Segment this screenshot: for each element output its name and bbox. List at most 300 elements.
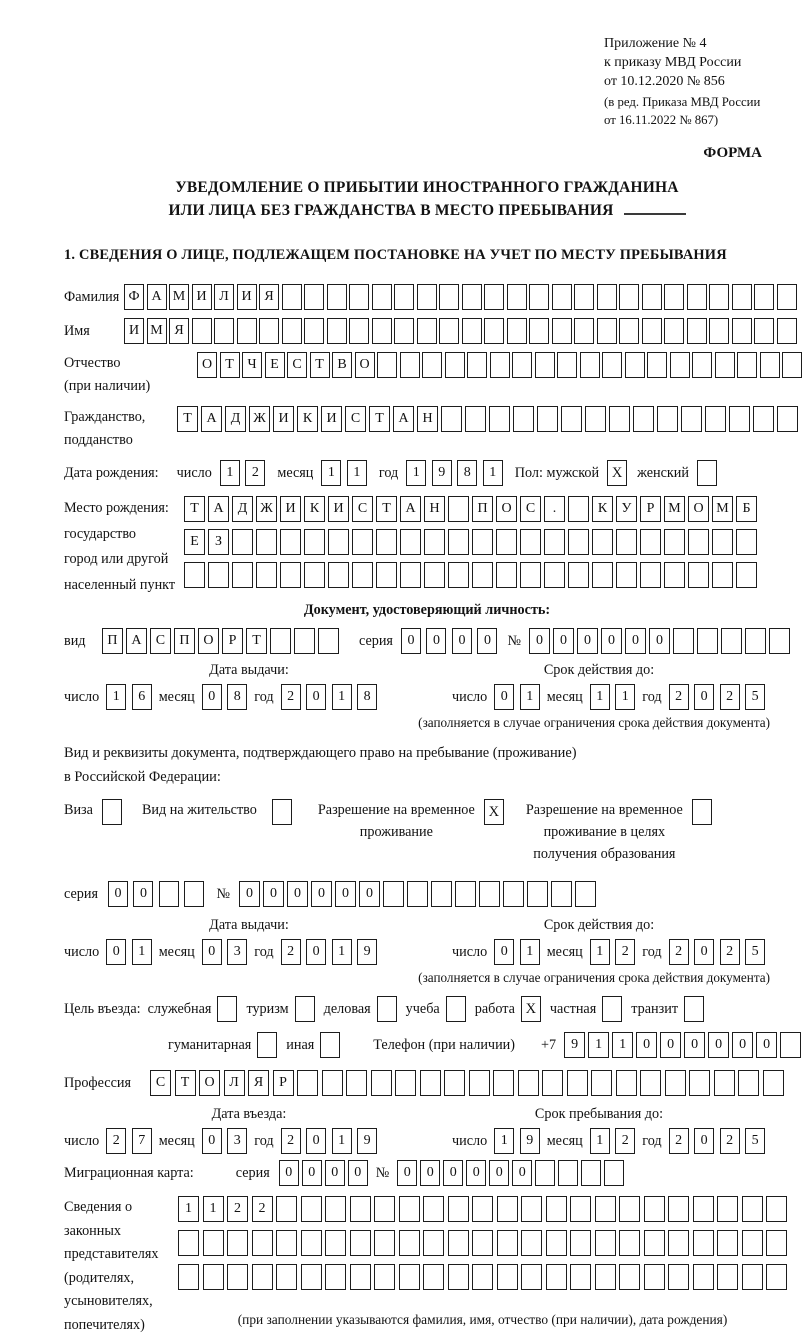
char-cell[interactable] (552, 318, 572, 344)
char-cell[interactable] (712, 529, 733, 555)
char-cell[interactable]: 0 (106, 939, 126, 965)
char-cell[interactable] (377, 352, 397, 378)
char-cell[interactable] (448, 1230, 469, 1256)
char-cell[interactable]: С (150, 1070, 171, 1096)
char-cell[interactable] (520, 529, 541, 555)
char-cell[interactable] (270, 628, 291, 654)
char-cell[interactable]: 0 (263, 881, 284, 907)
char-cell[interactable] (732, 318, 752, 344)
char-cell[interactable] (301, 1230, 322, 1256)
char-cell[interactable]: 0 (489, 1160, 509, 1186)
char-cell[interactable] (568, 529, 589, 555)
char-cell[interactable] (325, 1264, 346, 1290)
char-cell[interactable]: О (355, 352, 375, 378)
char-cell[interactable]: 2 (281, 939, 301, 965)
purpose-business-checkbox[interactable] (377, 996, 397, 1022)
char-cell[interactable] (350, 1230, 371, 1256)
residence-permit-checkbox[interactable] (272, 799, 292, 825)
char-cell[interactable]: Л (214, 284, 234, 310)
char-cell[interactable] (604, 1160, 624, 1186)
char-cell[interactable]: И (273, 406, 294, 432)
char-cell[interactable] (467, 352, 487, 378)
char-cell[interactable]: 0 (426, 628, 446, 654)
char-cell[interactable]: 0 (401, 628, 421, 654)
char-cell[interactable]: Ф (124, 284, 144, 310)
char-cell[interactable]: С (150, 628, 171, 654)
char-cell[interactable] (422, 352, 442, 378)
visa-checkbox[interactable] (102, 799, 122, 825)
char-cell[interactable]: 9 (357, 939, 377, 965)
char-cell[interactable] (276, 1230, 297, 1256)
char-cell[interactable]: И (192, 284, 212, 310)
char-cell[interactable] (616, 1070, 637, 1096)
char-cell[interactable] (350, 1196, 371, 1222)
char-cell[interactable]: О (496, 496, 517, 522)
char-cell[interactable] (664, 562, 685, 588)
char-cell[interactable]: Я (259, 284, 279, 310)
char-cell[interactable]: И (237, 284, 257, 310)
char-cell[interactable] (717, 1264, 738, 1290)
char-cell[interactable]: С (287, 352, 307, 378)
char-cell[interactable]: К (304, 496, 325, 522)
char-cell[interactable]: Л (224, 1070, 245, 1096)
char-cell[interactable] (721, 628, 742, 654)
char-cell[interactable] (557, 352, 577, 378)
char-cell[interactable] (472, 1230, 493, 1256)
char-cell[interactable]: 0 (306, 939, 326, 965)
char-cell[interactable]: И (321, 406, 342, 432)
char-cell[interactable] (574, 318, 594, 344)
char-cell[interactable] (472, 1264, 493, 1290)
char-cell[interactable] (484, 284, 504, 310)
char-cell[interactable]: Т (310, 352, 330, 378)
char-cell[interactable]: 2 (615, 1128, 635, 1154)
char-cell[interactable] (484, 318, 504, 344)
char-cell[interactable]: 0 (348, 1160, 368, 1186)
char-cell[interactable]: 0 (302, 1160, 322, 1186)
char-cell[interactable] (328, 562, 349, 588)
char-cell[interactable]: 3 (227, 1128, 247, 1154)
char-cell[interactable] (633, 406, 654, 432)
char-cell[interactable] (420, 1070, 441, 1096)
char-cell[interactable]: Т (220, 352, 240, 378)
char-cell[interactable] (736, 562, 757, 588)
char-cell[interactable] (346, 1070, 367, 1096)
char-cell[interactable]: Ж (256, 496, 277, 522)
char-cell[interactable] (259, 318, 279, 344)
char-cell[interactable]: 1 (520, 684, 540, 710)
char-cell[interactable] (640, 1070, 661, 1096)
char-cell[interactable] (448, 1196, 469, 1222)
char-cell[interactable] (595, 1196, 616, 1222)
char-cell[interactable] (282, 318, 302, 344)
char-cell[interactable] (527, 881, 548, 907)
char-cell[interactable] (399, 1196, 420, 1222)
char-cell[interactable]: Т (369, 406, 390, 432)
char-cell[interactable]: 0 (649, 628, 670, 654)
sex-male-checkbox[interactable]: X (607, 460, 627, 486)
char-cell[interactable]: 0 (287, 881, 308, 907)
char-cell[interactable] (496, 529, 517, 555)
char-cell[interactable] (644, 1196, 665, 1222)
char-cell[interactable] (394, 318, 414, 344)
char-cell[interactable]: 5 (745, 684, 765, 710)
char-cell[interactable] (455, 881, 476, 907)
char-cell[interactable] (192, 318, 212, 344)
char-cell[interactable]: 9 (564, 1032, 585, 1058)
char-cell[interactable] (738, 1070, 759, 1096)
char-cell[interactable] (184, 562, 205, 588)
char-cell[interactable] (592, 562, 613, 588)
char-cell[interactable]: З (208, 529, 229, 555)
char-cell[interactable]: С (520, 496, 541, 522)
char-cell[interactable] (782, 352, 802, 378)
char-cell[interactable]: 1 (612, 1032, 633, 1058)
char-cell[interactable]: Р (640, 496, 661, 522)
char-cell[interactable] (518, 1070, 539, 1096)
char-cell[interactable] (374, 1230, 395, 1256)
char-cell[interactable]: М (147, 318, 167, 344)
char-cell[interactable] (374, 1264, 395, 1290)
char-cell[interactable] (469, 1070, 490, 1096)
char-cell[interactable] (512, 352, 532, 378)
char-cell[interactable]: 0 (732, 1032, 753, 1058)
char-cell[interactable] (497, 1196, 518, 1222)
char-cell[interactable] (301, 1264, 322, 1290)
char-cell[interactable] (529, 284, 549, 310)
char-cell[interactable] (276, 1196, 297, 1222)
char-cell[interactable] (424, 529, 445, 555)
char-cell[interactable] (252, 1230, 273, 1256)
char-cell[interactable]: 1 (494, 1128, 514, 1154)
char-cell[interactable] (507, 284, 527, 310)
char-cell[interactable]: 0 (452, 628, 472, 654)
char-cell[interactable]: 9 (520, 1128, 540, 1154)
char-cell[interactable] (625, 352, 645, 378)
char-cell[interactable]: 3 (227, 939, 247, 965)
char-cell[interactable]: 0 (529, 628, 550, 654)
char-cell[interactable] (400, 352, 420, 378)
char-cell[interactable] (693, 1230, 714, 1256)
char-cell[interactable]: 2 (227, 1196, 248, 1222)
char-cell[interactable] (400, 562, 421, 588)
char-cell[interactable] (395, 1070, 416, 1096)
char-cell[interactable] (616, 529, 637, 555)
char-cell[interactable] (441, 406, 462, 432)
char-cell[interactable]: 0 (108, 881, 128, 907)
char-cell[interactable]: Т (184, 496, 205, 522)
char-cell[interactable] (423, 1264, 444, 1290)
char-cell[interactable]: 0 (684, 1032, 705, 1058)
char-cell[interactable]: 1 (178, 1196, 199, 1222)
char-cell[interactable] (472, 562, 493, 588)
char-cell[interactable] (350, 1264, 371, 1290)
char-cell[interactable] (493, 1070, 514, 1096)
char-cell[interactable] (448, 496, 469, 522)
char-cell[interactable] (497, 1264, 518, 1290)
char-cell[interactable]: 0 (601, 628, 622, 654)
char-cell[interactable]: И (328, 496, 349, 522)
char-cell[interactable]: 0 (443, 1160, 463, 1186)
char-cell[interactable]: 1 (615, 684, 635, 710)
char-cell[interactable] (462, 318, 482, 344)
char-cell[interactable] (322, 1070, 343, 1096)
char-cell[interactable] (424, 562, 445, 588)
char-cell[interactable] (597, 318, 617, 344)
char-cell[interactable] (766, 1230, 787, 1256)
char-cell[interactable]: Т (376, 496, 397, 522)
char-cell[interactable] (568, 562, 589, 588)
char-cell[interactable] (693, 1264, 714, 1290)
char-cell[interactable]: Е (265, 352, 285, 378)
char-cell[interactable]: 0 (359, 881, 380, 907)
char-cell[interactable] (561, 406, 582, 432)
char-cell[interactable]: 5 (745, 1128, 765, 1154)
char-cell[interactable] (777, 318, 797, 344)
char-cell[interactable]: 0 (306, 1128, 326, 1154)
char-cell[interactable]: Т (177, 406, 198, 432)
char-cell[interactable] (619, 284, 639, 310)
char-cell[interactable] (712, 562, 733, 588)
char-cell[interactable] (232, 562, 253, 588)
char-cell[interactable]: К (297, 406, 318, 432)
char-cell[interactable] (214, 318, 234, 344)
char-cell[interactable]: 6 (132, 684, 152, 710)
char-cell[interactable] (203, 1264, 224, 1290)
char-cell[interactable]: 0 (477, 628, 497, 654)
char-cell[interactable]: А (393, 406, 414, 432)
char-cell[interactable]: 9 (357, 1128, 377, 1154)
char-cell[interactable] (766, 1196, 787, 1222)
sex-female-checkbox[interactable] (697, 460, 717, 486)
char-cell[interactable] (208, 562, 229, 588)
char-cell[interactable] (769, 628, 790, 654)
char-cell[interactable]: Д (232, 496, 253, 522)
char-cell[interactable]: 0 (625, 628, 646, 654)
char-cell[interactable] (595, 1264, 616, 1290)
char-cell[interactable] (301, 1196, 322, 1222)
char-cell[interactable] (581, 1160, 601, 1186)
char-cell[interactable]: П (102, 628, 123, 654)
char-cell[interactable] (745, 628, 766, 654)
char-cell[interactable]: 1 (332, 684, 352, 710)
char-cell[interactable] (282, 284, 302, 310)
char-cell[interactable]: 2 (281, 1128, 301, 1154)
char-cell[interactable] (692, 352, 712, 378)
char-cell[interactable]: 0 (512, 1160, 532, 1186)
char-cell[interactable] (394, 284, 414, 310)
char-cell[interactable] (647, 352, 667, 378)
char-cell[interactable]: К (592, 496, 613, 522)
char-cell[interactable] (444, 1070, 465, 1096)
char-cell[interactable] (521, 1230, 542, 1256)
char-cell[interactable] (544, 562, 565, 588)
char-cell[interactable] (178, 1230, 199, 1256)
char-cell[interactable]: 1 (347, 460, 367, 486)
char-cell[interactable] (546, 1230, 567, 1256)
char-cell[interactable] (546, 1196, 567, 1222)
char-cell[interactable] (763, 1070, 784, 1096)
char-cell[interactable] (754, 318, 774, 344)
char-cell[interactable] (376, 529, 397, 555)
char-cell[interactable]: 2 (245, 460, 265, 486)
char-cell[interactable] (521, 1264, 542, 1290)
char-cell[interactable] (640, 529, 661, 555)
char-cell[interactable] (585, 406, 606, 432)
char-cell[interactable] (203, 1230, 224, 1256)
char-cell[interactable]: 2 (669, 684, 689, 710)
char-cell[interactable] (689, 1070, 710, 1096)
char-cell[interactable] (642, 318, 662, 344)
char-cell[interactable] (521, 1196, 542, 1222)
char-cell[interactable]: 1 (588, 1032, 609, 1058)
char-cell[interactable] (665, 1070, 686, 1096)
char-cell[interactable] (520, 562, 541, 588)
char-cell[interactable]: 0 (279, 1160, 299, 1186)
char-cell[interactable]: 0 (420, 1160, 440, 1186)
char-cell[interactable]: 1 (220, 460, 240, 486)
char-cell[interactable] (503, 881, 524, 907)
char-cell[interactable] (327, 318, 347, 344)
char-cell[interactable] (766, 1264, 787, 1290)
char-cell[interactable] (592, 529, 613, 555)
char-cell[interactable] (276, 1264, 297, 1290)
char-cell[interactable] (227, 1264, 248, 1290)
char-cell[interactable]: 0 (494, 684, 514, 710)
char-cell[interactable] (709, 284, 729, 310)
char-cell[interactable]: О (688, 496, 709, 522)
char-cell[interactable] (742, 1264, 763, 1290)
char-cell[interactable] (431, 881, 452, 907)
purpose-transit-checkbox[interactable] (684, 996, 704, 1022)
char-cell[interactable] (714, 1070, 735, 1096)
char-cell[interactable] (423, 1196, 444, 1222)
char-cell[interactable]: 0 (202, 939, 222, 965)
char-cell[interactable] (570, 1196, 591, 1222)
char-cell[interactable]: Б (736, 496, 757, 522)
char-cell[interactable] (318, 628, 339, 654)
char-cell[interactable]: 0 (553, 628, 574, 654)
char-cell[interactable] (439, 318, 459, 344)
char-cell[interactable] (616, 562, 637, 588)
char-cell[interactable] (717, 1230, 738, 1256)
char-cell[interactable]: 1 (590, 939, 610, 965)
char-cell[interactable]: 0 (577, 628, 598, 654)
char-cell[interactable] (479, 881, 500, 907)
char-cell[interactable] (328, 529, 349, 555)
char-cell[interactable]: А (400, 496, 421, 522)
char-cell[interactable] (668, 1264, 689, 1290)
char-cell[interactable] (439, 284, 459, 310)
char-cell[interactable]: М (712, 496, 733, 522)
char-cell[interactable] (709, 318, 729, 344)
char-cell[interactable] (496, 562, 517, 588)
char-cell[interactable]: О (199, 1070, 220, 1096)
char-cell[interactable]: 8 (227, 684, 247, 710)
char-cell[interactable] (688, 529, 709, 555)
char-cell[interactable] (327, 284, 347, 310)
char-cell[interactable]: 0 (756, 1032, 777, 1058)
char-cell[interactable]: Ж (249, 406, 270, 432)
char-cell[interactable] (376, 562, 397, 588)
char-cell[interactable] (472, 529, 493, 555)
char-cell[interactable]: 1 (406, 460, 426, 486)
char-cell[interactable]: 0 (636, 1032, 657, 1058)
char-cell[interactable]: 0 (694, 684, 714, 710)
char-cell[interactable]: 8 (357, 684, 377, 710)
char-cell[interactable] (417, 284, 437, 310)
char-cell[interactable] (304, 562, 325, 588)
char-cell[interactable]: 7 (132, 1128, 152, 1154)
char-cell[interactable] (304, 529, 325, 555)
char-cell[interactable]: 2 (252, 1196, 273, 1222)
char-cell[interactable] (688, 562, 709, 588)
char-cell[interactable] (256, 562, 277, 588)
char-cell[interactable]: И (124, 318, 144, 344)
char-cell[interactable]: 1 (590, 1128, 610, 1154)
char-cell[interactable] (580, 352, 600, 378)
char-cell[interactable] (159, 881, 179, 907)
char-cell[interactable] (448, 529, 469, 555)
char-cell[interactable] (294, 628, 315, 654)
char-cell[interactable]: Е (184, 529, 205, 555)
char-cell[interactable]: И (280, 496, 301, 522)
char-cell[interactable] (227, 1230, 248, 1256)
char-cell[interactable]: Я (169, 318, 189, 344)
char-cell[interactable] (640, 562, 661, 588)
char-cell[interactable] (668, 1230, 689, 1256)
char-cell[interactable] (597, 284, 617, 310)
char-cell[interactable]: А (147, 284, 167, 310)
char-cell[interactable] (325, 1196, 346, 1222)
purpose-official-checkbox[interactable] (217, 996, 237, 1022)
char-cell[interactable] (595, 1230, 616, 1256)
char-cell[interactable]: Н (417, 406, 438, 432)
char-cell[interactable] (325, 1230, 346, 1256)
purpose-other-checkbox[interactable] (320, 1032, 340, 1058)
char-cell[interactable] (184, 881, 204, 907)
char-cell[interactable] (644, 1264, 665, 1290)
char-cell[interactable] (280, 562, 301, 588)
char-cell[interactable] (544, 529, 565, 555)
char-cell[interactable]: 2 (720, 939, 740, 965)
char-cell[interactable] (619, 318, 639, 344)
char-cell[interactable] (570, 1230, 591, 1256)
char-cell[interactable]: У (616, 496, 637, 522)
char-cell[interactable] (717, 1196, 738, 1222)
char-cell[interactable]: С (345, 406, 366, 432)
char-cell[interactable] (609, 406, 630, 432)
char-cell[interactable]: 9 (432, 460, 452, 486)
char-cell[interactable]: 1 (203, 1196, 224, 1222)
char-cell[interactable] (372, 318, 392, 344)
char-cell[interactable]: 0 (133, 881, 153, 907)
char-cell[interactable] (664, 318, 684, 344)
char-cell[interactable] (374, 1196, 395, 1222)
char-cell[interactable] (448, 1264, 469, 1290)
char-cell[interactable]: 1 (321, 460, 341, 486)
char-cell[interactable]: 2 (720, 684, 740, 710)
char-cell[interactable] (687, 284, 707, 310)
char-cell[interactable] (178, 1264, 199, 1290)
char-cell[interactable] (664, 529, 685, 555)
char-cell[interactable] (352, 529, 373, 555)
char-cell[interactable] (568, 496, 589, 522)
char-cell[interactable] (448, 562, 469, 588)
char-cell[interactable]: Н (424, 496, 445, 522)
char-cell[interactable]: 0 (397, 1160, 417, 1186)
char-cell[interactable]: 1 (483, 460, 503, 486)
